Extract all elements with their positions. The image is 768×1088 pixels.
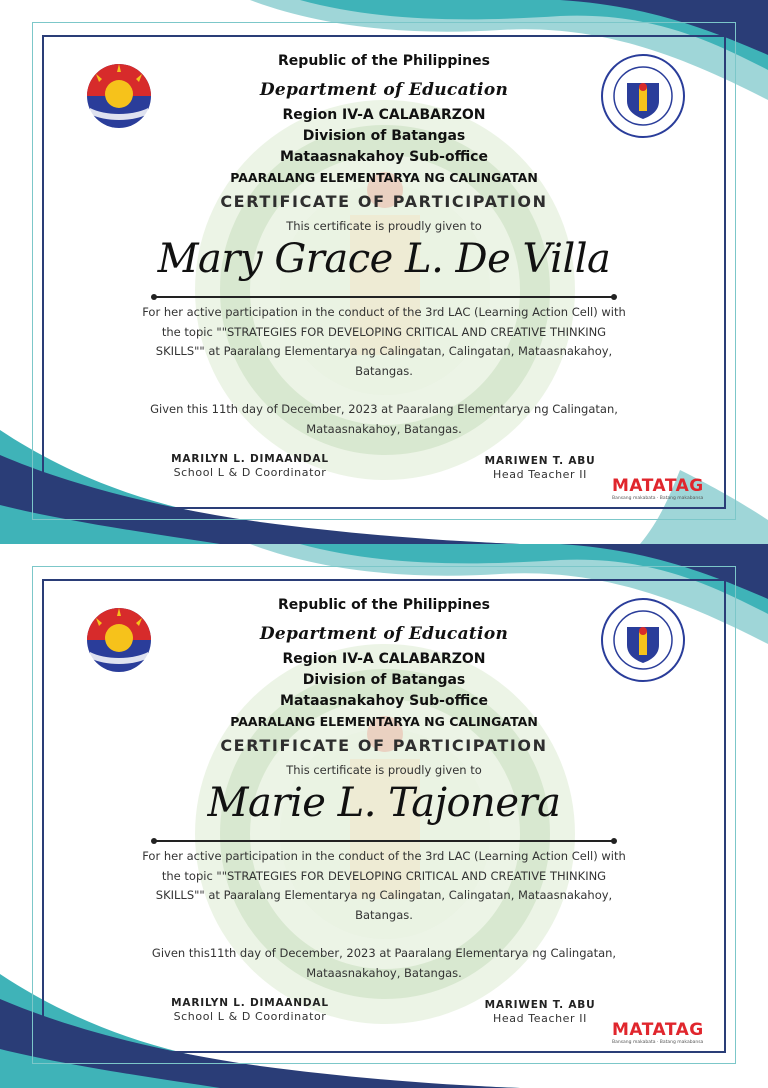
given-date-text: Given this 11th day of December, 2023 at Paaralang Elementarya ng Calingatan, Mataasnakahoy, Batangas. [150, 402, 618, 436]
signatory-right [440, 999, 640, 1025]
department-line: Department of Education [259, 624, 509, 644]
matatag-wordmark: MATATAG [612, 1020, 704, 1040]
name-underline [155, 840, 613, 842]
signatory-right [440, 455, 640, 481]
division-line: Division of Batangas [302, 672, 466, 688]
school-line: PAARALANG ELEMENTARYA NG CALINGATAN [230, 714, 538, 729]
name-underline [155, 296, 613, 298]
signatory-left [140, 453, 360, 479]
signatory-right-role: Head Teacher II [493, 1012, 587, 1025]
signatory-left [140, 997, 360, 1023]
certificate-title: CERTIFICATE OF PARTICIPATION [220, 192, 548, 211]
region-line: Region IV-A CALABARZON [282, 107, 486, 123]
given-to-line: This certificate is proudly given to [286, 763, 482, 777]
recipient-name: Marie L. Tajonera [207, 780, 561, 826]
region-line: Region IV-A CALABARZON [282, 651, 486, 667]
suboffice-line: Mataasnakahoy Sub-office [280, 149, 488, 165]
signatory-left-role: School L & D Coordinator [173, 1010, 327, 1023]
signatory-right-name: MARIWEN T. ABU [484, 455, 596, 467]
matatag-tagline: Bansang makabata · Batang makabansa [612, 1040, 704, 1045]
participation-text: For her active participation in the conduct of the 3rd LAC (Learning Action Cell) with the topic ""STRATEGIES FOR DEVELOPING CRITICAL AND CREATIVE THINKING SKILLS"" at Paaralang Elementarya ng Calingatan, Calingatan, Mataasnakahoy, Batangas. [142, 305, 626, 378]
republic-line: Republic of the Philippines [278, 53, 490, 69]
given-to-line: This certificate is proudly given to [286, 219, 482, 233]
given-date-text: Given this11th day of December, 2023 at Paaralang Elementarya ng Calingatan, Mataasnakahoy, Batangas. [151, 946, 617, 980]
suboffice-line: Mataasnakahoy Sub-office [280, 693, 488, 709]
signatory-left-name: MARILYN L. DIMAANDAL [171, 453, 329, 465]
republic-line: Republic of the Philippines [278, 597, 490, 613]
certificate-title: CERTIFICATE OF PARTICIPATION [220, 736, 548, 755]
certificate-2 [0, 544, 768, 1088]
signatory-right-role: Head Teacher II [493, 468, 587, 481]
division-line: Division of Batangas [302, 128, 466, 144]
matatag-wordmark: MATATAG [612, 476, 704, 496]
matatag-tagline: Bansang makabata · Batang makabansa [612, 496, 704, 501]
signatory-left-name: MARILYN L. DIMAANDAL [171, 997, 329, 1009]
recipient-name: Mary Grace L. De Villa [157, 236, 611, 282]
signatory-right-name: MARIWEN T. ABU [484, 999, 596, 1011]
department-line: Department of Education [259, 80, 509, 100]
participation-text: For her active participation in the conduct of the 3rd LAC (Learning Action Cell) with the topic ""STRATEGIES FOR DEVELOPING CRITICAL AND CREATIVE THINKING SKILLS"" at Paaralang Elementarya ng Calingatan, Calingatan, Mataasnakahoy, Batangas. [142, 849, 626, 922]
school-line: PAARALANG ELEMENTARYA NG CALINGATAN [230, 170, 538, 185]
signatory-left-role: School L & D Coordinator [173, 466, 327, 479]
matatag-logo [612, 476, 722, 501]
